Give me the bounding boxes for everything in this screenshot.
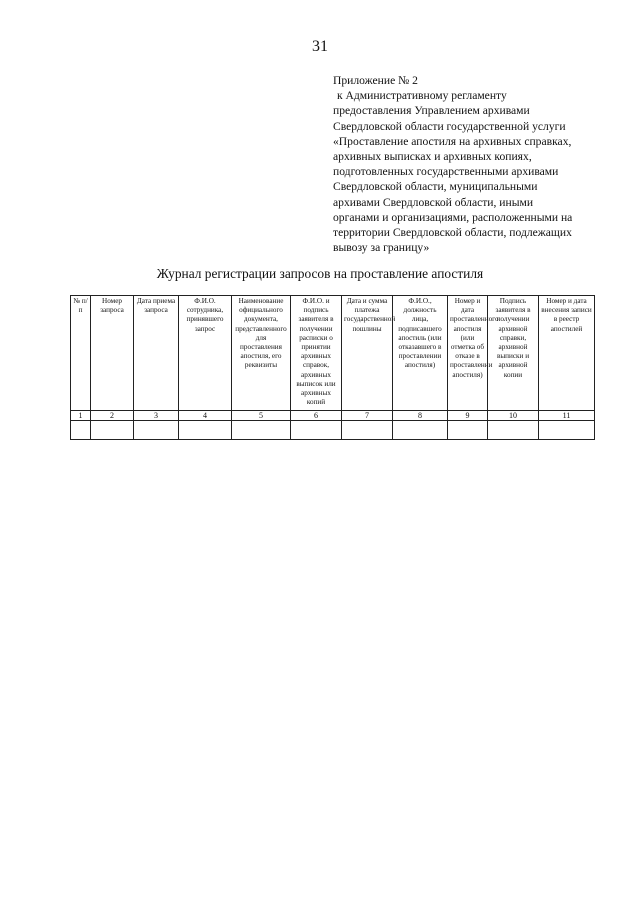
column-header: Дата и сумма платежа государственной пошлины <box>342 296 393 411</box>
appendix-line: вывозу за границу» <box>333 241 430 255</box>
journal-title: Журнал регистрации запросов на проставление апостиля <box>156 266 484 281</box>
column-header: Номер и дата внесения записи в реестр апостилей <box>539 296 595 411</box>
column-number: 10 <box>488 411 539 421</box>
table-cell <box>71 421 91 440</box>
table-row <box>71 421 595 440</box>
column-header: Дата приема запроса <box>134 296 179 411</box>
column-number: 8 <box>393 411 448 421</box>
journal-table <box>70 295 595 440</box>
column-number: 4 <box>179 411 232 421</box>
header-row <box>71 296 595 411</box>
column-number: 9 <box>448 411 488 421</box>
table-cell <box>393 421 448 440</box>
table-cell <box>91 421 134 440</box>
column-number: 2 <box>91 411 134 421</box>
page-number: 31 <box>312 38 328 55</box>
column-number: 5 <box>232 411 291 421</box>
table-cell <box>342 421 393 440</box>
appendix-line: Свердловской области государственной услуги <box>333 119 566 133</box>
appendix-line: Свердловской области, муниципальными <box>333 180 538 194</box>
column-header: Номер и дата проставленного апостиля (или отметка об отказе в проставлении апостиля) <box>448 296 488 411</box>
table-cell <box>134 421 179 440</box>
table-cell <box>448 421 488 440</box>
appendix-line: предоставления Управлением архивами <box>333 104 530 118</box>
column-header: Наименование официального документа, представленного для проставления апостиля, его реквизиты <box>232 296 291 411</box>
table-cell <box>539 421 595 440</box>
appendix-line: Приложение № 2 <box>333 74 418 87</box>
column-header: Ф.И.О. и подпись заявителя в получении расписки о принятии архивных справок, архивных выписок или архивных копий <box>291 296 342 411</box>
table-cell <box>291 421 342 440</box>
appendix-line: подготовленных государственными архивами <box>333 165 559 179</box>
column-header: Номер запроса <box>91 296 134 411</box>
column-number: 11 <box>539 411 595 421</box>
column-number: 3 <box>134 411 179 421</box>
appendix-line: органами и организациями, расположенными на <box>333 210 573 224</box>
column-header: Ф.И.О. сотрудника, принявшего запрос <box>179 296 232 411</box>
column-number: 1 <box>71 411 91 421</box>
column-header: № п/п <box>71 296 91 411</box>
appendix-header <box>333 73 603 255</box>
table-cell <box>488 421 539 440</box>
appendix-line: территории Свердловской области, подлежащих <box>333 226 572 240</box>
column-number-row <box>71 411 595 421</box>
table-cell <box>179 421 232 440</box>
column-header: Ф.И.О., должность лица, подписавшего апостиль (или отказавшего в проставлении апостиля) <box>393 296 448 411</box>
appendix-line: «Проставление апостиля на архивных справках, <box>333 134 572 148</box>
column-number: 7 <box>342 411 393 421</box>
column-header: Подпись заявителя в получении архивной справки, архивной выписки и архивной копии <box>488 296 539 411</box>
column-number: 6 <box>291 411 342 421</box>
table-cell <box>232 421 291 440</box>
appendix-line: архивами Свердловской области, иными <box>333 195 534 209</box>
appendix-line: архивных выписках и архивных копиях, <box>333 150 532 164</box>
appendix-line: к Административному регламенту <box>337 89 507 103</box>
